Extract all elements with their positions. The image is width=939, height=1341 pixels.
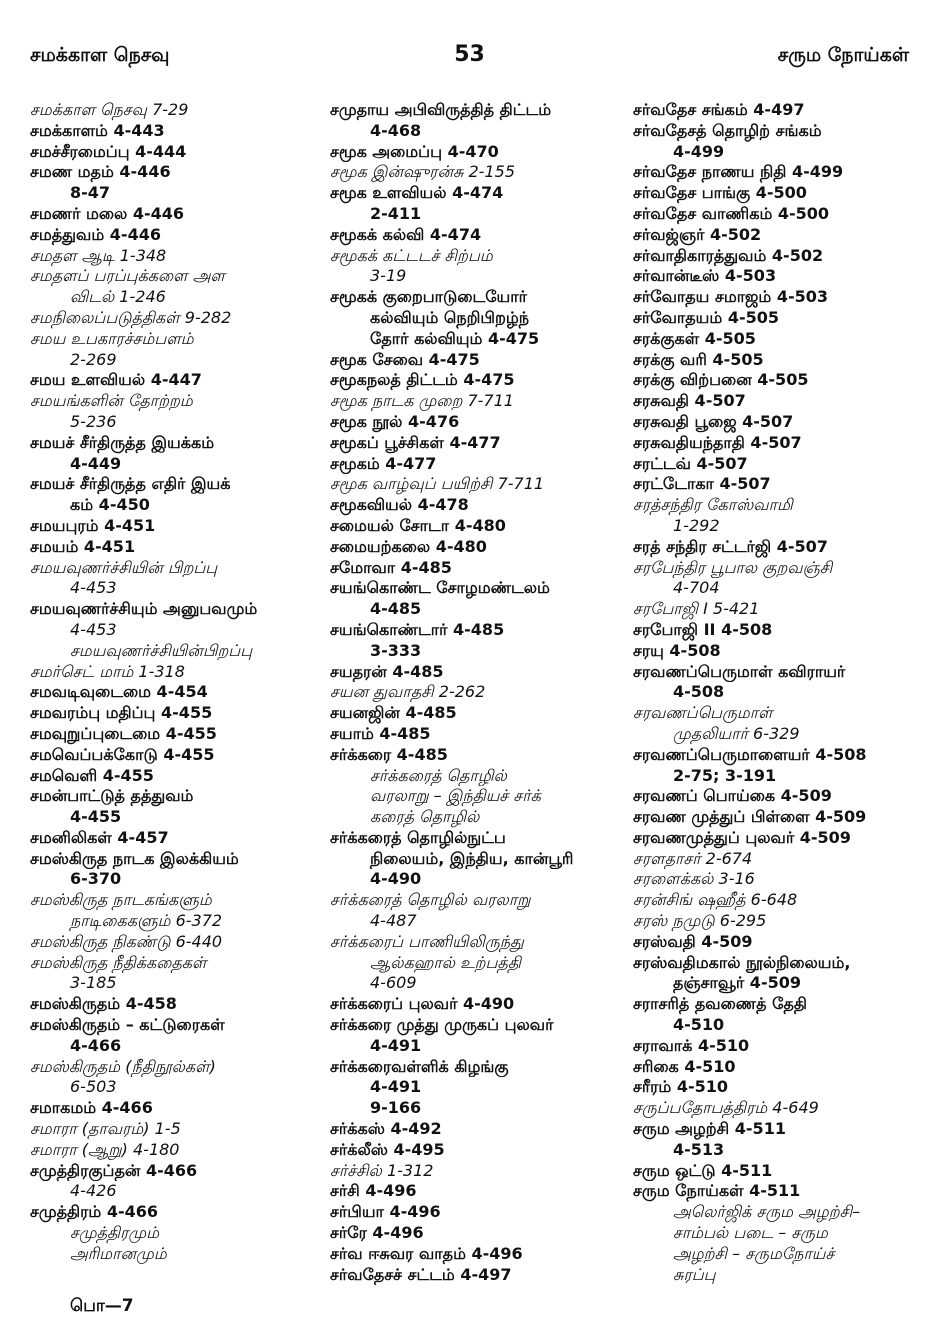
index-entry: சமுத்திரமும்: [70, 1223, 160, 1243]
index-entry: சுரப்பு: [673, 1264, 716, 1284]
index-entry: 4-487: [370, 911, 417, 931]
index-entry: சமூகக் கல்வி 4-474: [330, 224, 482, 244]
index-entry: சமண மதம் 4-446: [30, 162, 171, 182]
index-entry: சர்சி 4-496: [330, 1181, 417, 1201]
index-entry: 4-453: [70, 619, 117, 639]
index-column-1: [30, 100, 315, 1265]
index-entry: சமூக சேவை 4-475: [330, 349, 480, 369]
index-entry: சமக்காளம் 4-443: [30, 120, 165, 140]
index-entry: சர்க்கரைப் புலவர் 4-490: [330, 994, 515, 1014]
index-entry: தோர் கல்வியும் 4-475: [370, 328, 540, 348]
index-entry: சர்வதேசத் தொழிற் சங்கம்: [633, 120, 822, 140]
index-entry: சரபேந்திர பூபால குறவஞ்சி: [633, 557, 833, 577]
index-entry: 4-513: [673, 1139, 725, 1159]
index-entry: 4-426: [70, 1181, 117, 1201]
index-entry: 4-449: [70, 453, 122, 473]
index-entry: சரஸ்வதி 4-509: [633, 931, 753, 951]
index-entry: 4-466: [70, 1035, 122, 1055]
index-entry: சமஸ்கிருத நீதிக்கதைகள்: [30, 952, 207, 972]
index-entry: 4-453: [70, 578, 117, 598]
index-entry: 4-704: [673, 578, 720, 598]
index-entry: சர்ச்சில் 1-312: [330, 1160, 434, 1180]
index-entry: சர்வதேச வாணிகம் 4-500: [633, 203, 830, 223]
index-entry: சரன்சிங் ஷஹீத் 6-648: [633, 890, 798, 910]
index-entry: நாடிகைகளும் 6-372: [70, 911, 223, 931]
index-entry: சரும ஒட்டு 4-511: [633, 1160, 773, 1180]
index-entry: சமூக வாழ்வுப் பயிற்சி 7-711: [330, 474, 545, 494]
index-entry: சமயவுணர்ச்சியின்பிறப்பு: [70, 640, 253, 660]
index-entry: சர்வோதய சமாஜம் 4-503: [633, 287, 829, 307]
index-entry: 4-609: [370, 973, 417, 993]
index-entry: சர்க்கரைவள்ளிக் கிழங்கு: [330, 1056, 509, 1076]
index-entry: சயனஜின் 4-485: [330, 703, 457, 723]
index-entry: அழற்சி – சருமநோய்ச்: [673, 1243, 835, 1263]
index-entry: 1-292: [673, 515, 720, 535]
index-entry: சராசரித் தவணைத் தேதி: [633, 994, 807, 1014]
index-entry: சரட்டவ் 4-507: [633, 453, 748, 473]
index-entry: 3-333: [370, 640, 422, 660]
index-entry: சமூக நாடக முறை 7-711: [330, 391, 514, 411]
running-head-left: சமக்காள நெசவு: [30, 44, 170, 66]
index-entry: சமூக நூல் 4-476: [330, 411, 460, 431]
index-entry: சரஸ் நமுடு 6-295: [633, 911, 767, 931]
index-entry: சமவரம்பு மதிப்பு 4-455: [30, 703, 213, 723]
index-entry: சமக்காள நெசவு 7-29: [30, 100, 189, 119]
index-entry: 4-485: [370, 599, 422, 619]
index-entry: சமணர் மலை 4-446: [30, 203, 185, 223]
index-entry: 4-468: [370, 120, 422, 140]
index-entry: சர்வான்டீஸ் 4-503: [633, 266, 777, 286]
index-entry: சரத்சந்திர கோஸ்வாமி: [633, 495, 793, 515]
signature-mark: பொ—7: [70, 1296, 134, 1316]
index-entry: 8-47: [70, 183, 111, 203]
index-entry: சமச்சீரமைப்பு 4-444: [30, 141, 187, 161]
index-entry: சரிகை 4-510: [633, 1056, 736, 1076]
index-entry: சமவடிவுடைமை 4-454: [30, 682, 208, 702]
index-entry: 2-75; 3-191: [673, 765, 777, 785]
index-entry: சமூகவியல் 4-478: [330, 495, 469, 515]
index-entry: சராவாக் 4-510: [633, 1035, 750, 1055]
index-entry: சமதள ஆடி 1-348: [30, 245, 167, 265]
index-entry: சமய உளவியல் 4-447: [30, 370, 202, 390]
index-entry: சமவுறுப்புடைமை 4-455: [30, 723, 217, 743]
index-entry: சமூக அமைப்பு 4-470: [330, 141, 499, 161]
index-entry: சயங்கொண்ட சோழமண்டலம்: [330, 578, 550, 598]
index-entry: சர்க்கரைத் தொழில்நுட்ப: [330, 827, 506, 847]
index-entry: சமாரா (தாவரம்) 1-5: [30, 1119, 181, 1139]
index-entry: சயாம் 4-485: [330, 723, 431, 743]
index-entry: சமர்செட் மாம் 1-318: [30, 661, 185, 681]
index-entry: சமஸ்கிருத நாடக இலக்கியம்: [30, 848, 239, 868]
index-entry: சர்க்கரைத் தொழில் வரலாறு: [330, 890, 531, 910]
index-entry: சமயம் 4-451: [30, 536, 136, 556]
index-entry: சரசுவதியந்தாதி 4-507: [633, 432, 802, 452]
index-entry: சர்வோதயம் 4-505: [633, 307, 780, 327]
index-entry: சரஸ்வதிமகால் நூல்நிலையம்,: [633, 952, 851, 972]
index-entry: நிலையம், இந்திய, கான்பூரி: [370, 848, 574, 868]
index-entry: சரபோஜி I 5-421: [633, 599, 760, 619]
running-head-right: சரும நோய்கள்: [777, 44, 909, 66]
index-entry: 4-499: [673, 141, 725, 161]
index-entry: சமாரா (ஆறு) 4-180: [30, 1139, 180, 1159]
index-entry: சமநிலைப்படுத்திகள் 9-282: [30, 307, 232, 327]
index-entry: சரவணமுத்துப் புலவர் 4-509: [633, 827, 851, 847]
index-entry: சரத் சந்திர சட்டர்ஜி 4-507: [633, 536, 828, 556]
index-entry: சமஸ்கிருத நாடகங்களும்: [30, 890, 212, 910]
index-entry: சரட்டோகா 4-507: [633, 474, 771, 494]
index-entry: சமாகமம் 4-466: [30, 1098, 153, 1118]
index-entry: சரக்கு வரி 4-505: [633, 349, 764, 369]
index-entry: 3-19: [370, 266, 407, 286]
index-entry: சமவெளி 4-455: [30, 765, 154, 785]
index-entry: சரவணப்பெருமாள்: [633, 703, 773, 723]
page-number: 53: [454, 42, 485, 67]
index-entry: சரசுவதி 4-507: [633, 391, 746, 411]
index-entry: சர்க்லீஸ் 4-495: [330, 1139, 445, 1159]
index-entry: சமஸ்கிருதம் 4-458: [30, 994, 177, 1014]
index-entry: வரலாறு – இந்தியச் சர்க்: [370, 786, 541, 806]
index-entry: சரவணப்பெருமாள் கவிராயர்: [633, 661, 846, 681]
index-entry: சரவண முத்துப் பிள்ளை 4-509: [633, 807, 867, 827]
index-entry: சமூகக் கட்டடச் சிற்பம்: [330, 245, 493, 265]
index-entry: 4-490: [370, 869, 422, 889]
index-entry: சமயவுணர்ச்சியும் அனுபவமும்: [30, 599, 258, 619]
index-entry: சர்க்கரைத் தொழில்: [370, 765, 507, 785]
index-entry: 4-510: [673, 1015, 725, 1035]
index-entry: சமனிலிகள் 4-457: [30, 827, 169, 847]
index-entry: சமூக இன்ஷுரன்சு 2-155: [330, 162, 515, 182]
index-entry: கல்வியும் நெறிபிறழ்ந்: [370, 307, 529, 327]
index-entry: சமூகநலத் திட்டம் 4-475: [330, 370, 515, 390]
index-entry: சர்க்கரைப் பாணியிலிருந்து: [330, 931, 524, 951]
index-entry: விடல் 1-246: [70, 287, 166, 307]
index-entry: தஞ்சாவூர் 4-509: [673, 973, 801, 993]
index-column-3: [633, 100, 923, 1285]
index-entry: சர்வாதிகாரத்துவம் 4-502: [633, 245, 824, 265]
index-entry: 2-411: [370, 203, 422, 223]
index-entry: சரும நோய்கள் 4-511: [633, 1181, 801, 1201]
index-entry: சமன்பாட்டுத் தத்துவம்: [30, 786, 194, 806]
index-entry: சரவணப்பெருமாளையர் 4-508: [633, 744, 867, 764]
index-entry: 4-491: [370, 1035, 422, 1055]
index-entry: சருப்பதோபத்திரம் 4-649: [633, 1098, 819, 1118]
index-entry: சமஸ்கிருதம் (நீதிநூல்கள்): [30, 1056, 216, 1076]
index-entry: 6-503: [70, 1077, 117, 1097]
index-entry: 6-370: [70, 869, 122, 889]
index-entry: சமோவா 4-485: [330, 557, 452, 577]
index-entry: சர்பியா 4-496: [330, 1202, 441, 1222]
index-entry: சமூக உளவியல் 4-474: [330, 183, 504, 203]
index-entry: சரக்குகள் 4-505: [633, 328, 756, 348]
index-entry: முதலியார் 6-329: [673, 723, 800, 743]
index-entry: சரயு 4-508: [633, 640, 721, 660]
index-entry: 3-185: [70, 973, 117, 993]
index-entry: சர்வதேச பாங்கு 4-500: [633, 183, 807, 203]
index-entry: சர்க்கரை 4-485: [330, 744, 448, 764]
index-entry: அரிமானமும்: [70, 1243, 167, 1263]
index-entry: சரளைக்கல் 3-16: [633, 869, 755, 889]
index-entry: சர்க்கரை முத்து முருகப் புலவர்: [330, 1015, 554, 1035]
index-entry: சர்வதேசச் சட்டம் 4-497: [330, 1264, 512, 1284]
index-entry: சமய உபகாரச்சம்பளம்: [30, 328, 194, 348]
index-entry: 2-269: [70, 349, 117, 369]
index-entry: சமுதாய அபிவிருத்தித் திட்டம்: [330, 100, 552, 119]
index-entry: சரும அழற்சி 4-511: [633, 1119, 786, 1139]
index-entry: ஆல்கஹால் உற்பத்தி: [370, 952, 521, 972]
index-entry: சமுத்திரகுப்தன் 4-466: [30, 1160, 198, 1180]
index-entry: சமதளப் பரப்புக்களை அள: [30, 266, 225, 286]
index-entry: சமஸ்கிருதம் – கட்டுரைகள்: [30, 1015, 225, 1035]
index-entry: சமயச் சீர்திருத்த எதிர் இயக்: [30, 474, 231, 494]
index-entry: கம் 4-450: [70, 495, 150, 515]
index-entry: சமயங்களின் தோற்றம்: [30, 391, 193, 411]
index-entry: சர்க்கஸ் 4-492: [330, 1119, 442, 1139]
index-entry: சமவெப்பக்கோடு 4-455: [30, 744, 215, 764]
index-entry: 9-166: [370, 1098, 422, 1118]
index-entry: சரீரம் 4-510: [633, 1077, 729, 1097]
index-entry: சர்ரே 4-496: [330, 1223, 424, 1243]
index-entry: சமூகம் 4-477: [330, 453, 437, 473]
index-entry: சரக்கு விற்பனை 4-505: [633, 370, 809, 390]
index-entry: சரளதாசர் 2-674: [633, 848, 753, 868]
index-entry: சமையற்கலை 4-480: [330, 536, 487, 556]
index-entry: சமையல் சோடா 4-480: [330, 515, 506, 535]
index-entry: சர்வஜ்ஞர் 4-502: [633, 224, 762, 244]
index-entry: 4-455: [70, 807, 122, 827]
index-entry: 4-508: [673, 682, 725, 702]
index-entry: சயதரன் 4-485: [330, 661, 444, 681]
index-entry: அலெர்ஜிக் சரும அழற்சி–: [673, 1202, 861, 1222]
index-entry: சாம்பல் படை – சரும: [673, 1223, 828, 1243]
index-entry: சமயச் சீர்திருத்த இயக்கம்: [30, 432, 215, 452]
index-entry: 4-491: [370, 1077, 422, 1097]
index-entry: சமஸ்கிருத நிகண்டு 6-440: [30, 931, 223, 951]
index-entry: சர்வதேச நாணய நிதி 4-499: [633, 162, 844, 182]
index-entry: சரபோஜி II 4-508: [633, 619, 773, 639]
index-entry: சரசுவதி பூஜை 4-507: [633, 411, 794, 431]
index-entry: சயங்கொண்டார் 4-485: [330, 619, 505, 639]
index-entry: சர்வதேச சங்கம் 4-497: [633, 100, 805, 119]
index-entry: சமுத்திரம் 4-466: [30, 1202, 159, 1222]
index-entry: 5-236: [70, 411, 117, 431]
index-entry: கரைத் தொழில்: [370, 807, 480, 827]
index-entry: சமூகக் குறைபாடுடையோர்: [330, 287, 527, 307]
index-entry: சமயவுணர்ச்சியின் பிறப்பு: [30, 557, 218, 577]
index-entry: சமூகப் பூச்சிகள் 4-477: [330, 432, 501, 452]
index-entry: சயன துவாதசி 2-262: [330, 682, 486, 702]
index-entry: சமத்துவம் 4-446: [30, 224, 161, 244]
index-entry: சமயபுரம் 4-451: [30, 515, 156, 535]
index-entry: சர்வ ஈசுவர வாதம் 4-496: [330, 1243, 523, 1263]
index-entry: சரவணப் பொய்கை 4-509: [633, 786, 832, 806]
index-column-2: [330, 100, 620, 1285]
